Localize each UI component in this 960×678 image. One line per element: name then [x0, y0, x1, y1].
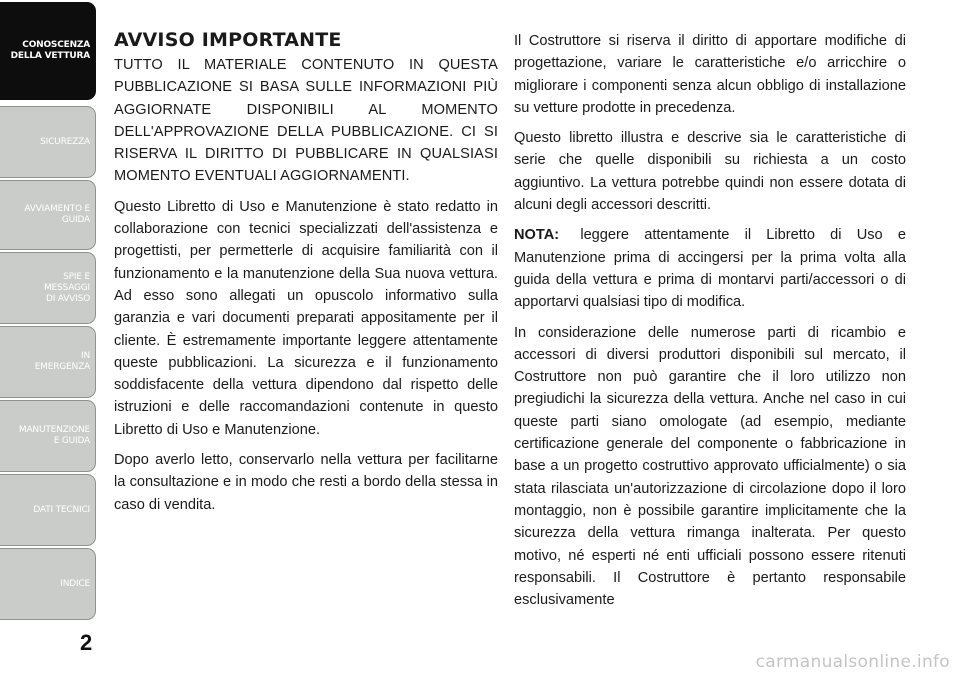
body-paragraph: Il Costruttore si riserva il diritto di apportare modifiche di progettazione, variare le caratteristiche e/o arricchire o migliorare i componenti senza alcun obbligo di installazione su vetture prodotte in precedenza.: [514, 33, 906, 116]
tab-label: SICUREZZA: [40, 136, 90, 147]
tab-sicurezza[interactable]: [0, 106, 96, 178]
watermark: carmanualsonline.info: [755, 652, 950, 672]
tab-label: DATI TECNICI: [33, 504, 90, 515]
chapter-tabs: [0, 0, 98, 640]
tab-label: MANUTENZIONE E GUIDA: [18, 425, 90, 446]
tab-label: AVVIAMENTO E GUIDA: [24, 204, 90, 225]
tab-label: INDICE: [60, 578, 90, 589]
nota-label: NOTA:: [514, 227, 560, 244]
tab-label: SPIE E MESSAGGI DI AVVISO: [43, 271, 90, 304]
tab-indice[interactable]: [0, 548, 96, 620]
nota-paragraph: [514, 224, 906, 313]
section-heading: AVVISO IMPORTANTE: [114, 29, 342, 51]
right-column: [514, 30, 906, 619]
tab-label: CONOSCENZA DELLA VETTURA: [10, 40, 90, 61]
body-paragraph: Questo Libretto di Uso e Manutenzione è stato redatto in collaborazione con tecnici specializzati dell'assistenza e progettisti, per permetterle di acquisire familiarità con il funzionamento e la manutenzione della Sua nuova vettura. Ad esso sono allegati un opuscolo informativo sulla garanzia e vari documenti preparati appositamente per il cliente. È estremamente importante leggere attentamente queste pubblicazioni. La sicurezza e il funzionamento soddisfacente della vettura dipendono dal rispetto delle istruzioni e delle raccomandazioni contenute in questo Libretto di Uso e Manutenzione.: [114, 198, 498, 438]
body-paragraph: Questo libretto illustra e descrive sia le caratteristiche di serie che quelle disponibili su richiesta a un costo aggiuntivo. La vettura potrebbe quindi non essere dotata di alcuni degli accessori descritti.: [514, 130, 906, 214]
page-number: 2: [80, 630, 93, 655]
nota-text: leggere attentamente il Libretto di Uso e Manutenzione prima di accingersi per la prima volta alla guida della vettura e prima di montarvi parti/accessori o di apportarvi qualsiasi tipo di modifica.: [514, 227, 906, 311]
tab-dati-tecnici[interactable]: [0, 474, 96, 546]
tab-conoscenza-della-vettura[interactable]: [0, 2, 96, 100]
important-notice-paragraph: TUTTO IL MATERIALE CONTENUTO IN QUESTA PUBBLICAZIONE SI BASA SULLE INFORMAZIONI PIÙ AGGIORNATE DISPONIBILI AL MOMENTO DELL'APPROVAZIONE DELLA PUBBLICAZIONE. CI SI RISERVA IL DIRITTO DI PUBBLICARE IN QUALSIASI MOMENTO EVENTUALI AGGIORNAMENTI.: [114, 57, 498, 185]
tab-avviamento-e-guida[interactable]: [0, 180, 96, 250]
left-column: [114, 28, 498, 524]
body-paragraph: Dopo averlo letto, conservarlo nella vettura per facilitarne la consultazione e in modo che resti a bordo della stessa in caso di vendita.: [114, 452, 498, 513]
body-paragraph: In considerazione delle numerose parti di ricambio e accessori di diversi produttori disponibili sul mercato, il Costruttore non può garantire che il loro utilizzo non pregiudichi la sicurezza della vettura. Anche nel caso in cui queste parti siano omologate (ad esempio, mediante certificazione generale del componente o fabbricazione in base a un progetto costruttivo approvato ufficialmente) o sia stata rilasciata un'autorizzazione di circolazione dopo il loro montaggio, non è possibile garantire implicitamente che la sicurezza della vettura rimanga inalterata. Per questo motivo, né esperti né enti ufficiali possono essere ritenuti responsabili. Il Costruttore è pertanto responsabile esclusivamente: [514, 324, 906, 609]
tab-spie-e-messaggi[interactable]: [0, 252, 96, 324]
tab-in-emergenza[interactable]: [0, 326, 96, 398]
tab-manutenzione-e-guida[interactable]: [0, 400, 96, 472]
tab-label: IN EMERGENZA: [34, 351, 90, 372]
